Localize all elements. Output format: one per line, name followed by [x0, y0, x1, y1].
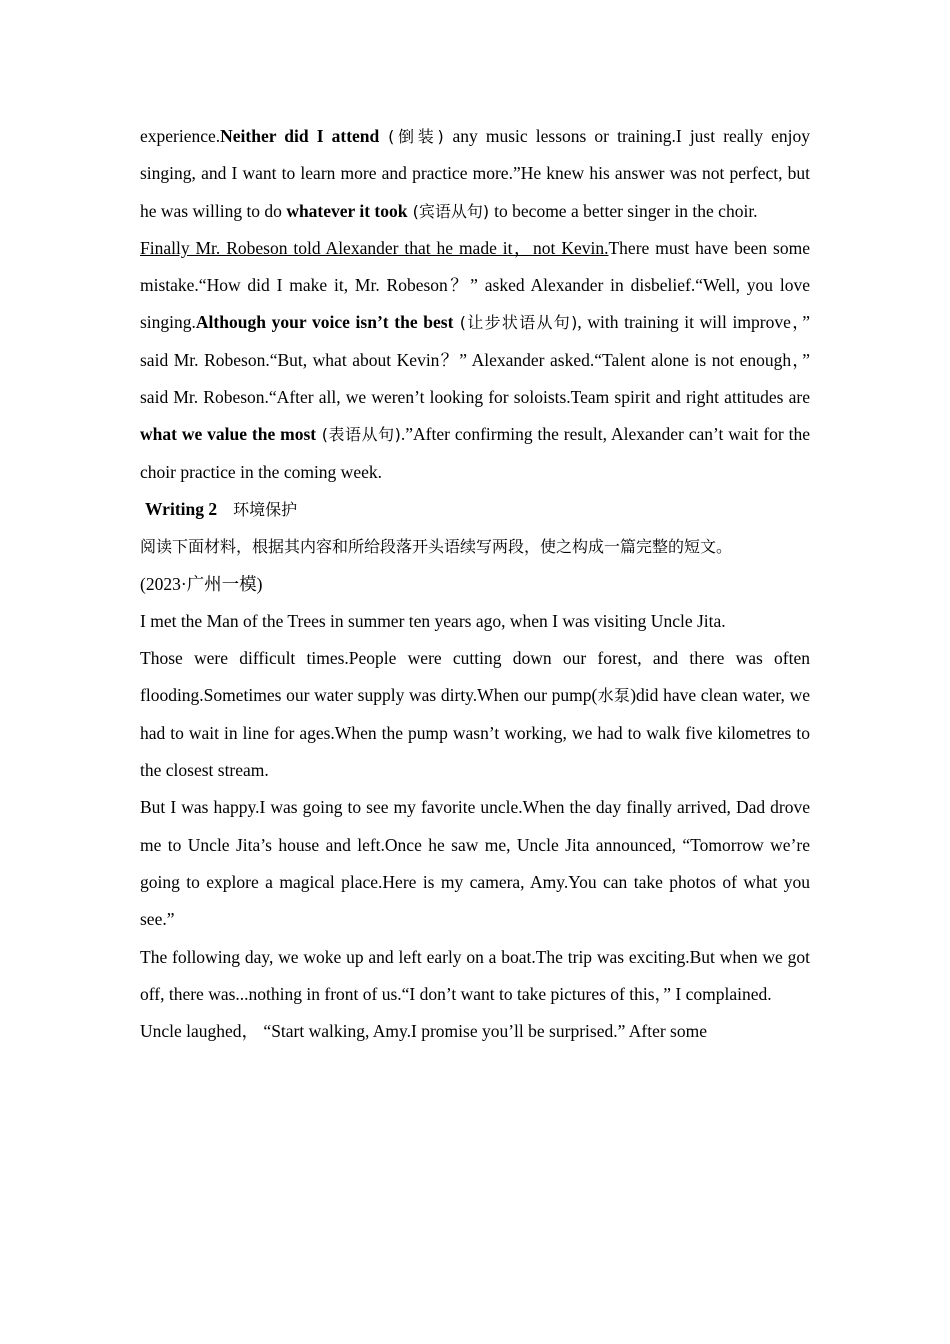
underlined-sentence: Finally Mr. Robeson told Alexander that he made it，not Kevin.: [140, 237, 609, 258]
paragraph: Finally Mr. Robeson told Alexander that he made it，not Kevin.There must have been some mistake.“How did I make it, Mr. Robeson？” asked Alexander in disbelief.“Well, you love singing.Although your voice isn’t the best (让步状语从句), with training it will improve，” said Mr. Robeson.“But, what about Kevin？” Alexander asked.“Talent alone is not enough，” said Mr. Robeson.“After all, we weren’t looking for soloists.Team spirit and right attitudes are what we value the most (表语从句).”After confirming the result, Alexander can’t wait for the choir practice in the coming week.: [140, 237, 811, 482]
paragraph: But I was happy.I was going to see my favorite uncle.When the day finally arrived, Dad drove me to Uncle Jita’s house and left.Once he saw me, Uncle Jita announced, “Tomorrow we’re going to explore a magical place.Here is my camera, Amy.You can take photos of what you see.”: [140, 797, 810, 930]
section-label: Writing 2: [145, 498, 218, 519]
source-line: (2023·广州一模): [140, 573, 263, 594]
paragraph: Uncle laughed， “Start walking, Amy.I promise you’ll be surprised.” After some: [140, 1021, 707, 1042]
paragraph: I met the Man of the Trees in summer ten years ago, when I was visiting Uncle Jita.: [140, 610, 726, 631]
paragraph: Those were difficult times.People were cutting down our forest, and there was often flooding.Sometimes our water supply was dirty.When our pump(水泵)did have clean water, we had to wait in line for ages.When the pump wasn’t working, we had to walk five kilometres to the closest stream.: [140, 648, 810, 781]
section-topic: 环境保护: [233, 499, 298, 519]
paragraph: The following day, we woke up and left early on a boat.The trip was exciting.But when we got off, there was...nothing in front of us.“I don’t want to take pictures of this，” I complained.: [140, 946, 810, 1004]
document-page: [140, 118, 810, 1050]
paragraph: experience.Neither did I attend (倒装) any music lessons or training.I just really enjoy singing, and I want to learn more and practice more.”He knew his answer was not perfect, but he was willing to do whatever it took (宾语从句) to become a better singer in the choir.: [140, 126, 810, 221]
section-heading: [140, 491, 810, 528]
instruction: 阅读下面材料，根据其内容和所给段落开头语续写两段，使之构成一篇完整的短文。: [140, 537, 733, 557]
